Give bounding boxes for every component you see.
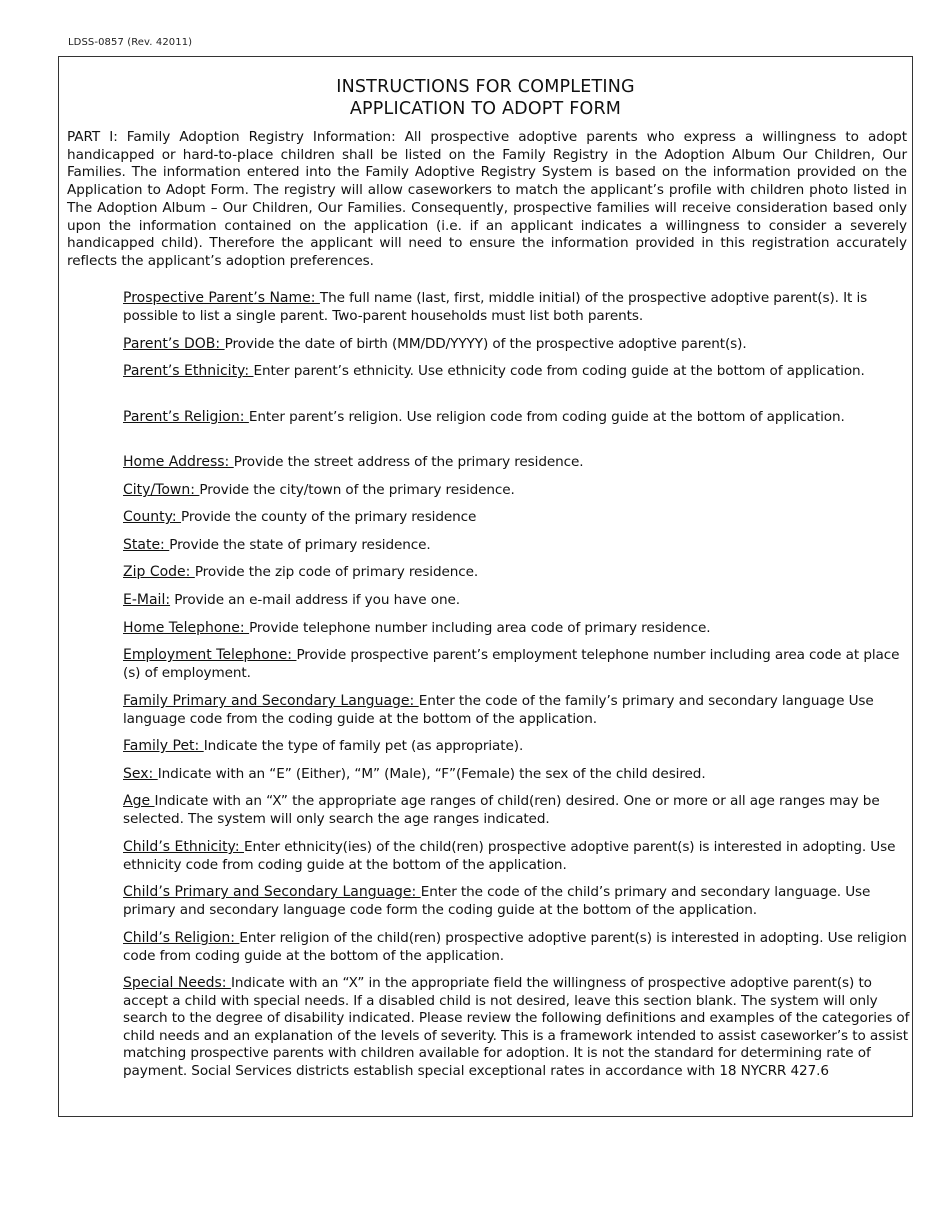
item-text: Enter ethnicity(ies) of the child(ren) prospective adoptive parent(s) is interested in adopting. Use ethnicity code from coding guide at the bottom of the application. [123,839,896,873]
page-title-line1: INSTRUCTIONS FOR COMPLETING [336,77,635,97]
item-label: Home Address: [123,454,234,470]
item-label: City/Town: [123,482,200,498]
item-text: Indicate with an “E” (Either), “M” (Male), “F”(Female) the sex of the child desired. [157,766,706,782]
item-state [123,537,913,555]
item-special-needs [123,975,913,1081]
item-city-town [123,482,913,500]
item-family-language [123,693,913,728]
item-label: Employment Telephone: [123,647,297,663]
item-text: The full name (last, first, middle initial) of the prospective adoptive parent(s). It is possible to list a single parent. Two-parent households must list both parents. [123,290,868,324]
item-label: Home Telephone: [123,620,250,636]
item-home-address [123,454,913,472]
item-label: Child’s Primary and Secondary Language: [123,884,421,900]
item-child-language [123,884,913,919]
item-parent-religion [123,409,913,427]
item-zip-code [123,564,913,582]
item-text: Enter parent’s ethnicity. Use ethnicity code from coding guide at the bottom of application. [253,363,865,379]
item-text: Provide telephone number including area code of primary residence. [249,620,711,636]
item-text: Enter religion of the child(ren) prospective adoptive parent(s) is interested in adopting. Use religion code from coding guide at the bottom of the application. [123,930,907,964]
item-home-telephone [123,620,913,638]
item-sex [123,766,913,784]
item-label: Child’s Ethnicity: [123,839,244,855]
item-label: Zip Code: [123,564,195,580]
item-label: County: [123,509,182,525]
item-label: Parent’s DOB: [123,336,225,352]
item-text: Enter parent’s religion. Use religion code from coding guide at the bottom of application. [248,409,845,425]
part-one-intro: PART I: Family Adoption Registry Information: All prospective adoptive parents who express a willingness to adopt handicapped or hard-to-place children shall be listed on the Family Registry in the Adoption Album Our Children, Our Families. The information entered into the Family Adoptive Registry System is based on the information provided on the Application to Adopt Form. The registry will allow caseworkers to match the applicant’s profile with children photo listed in The Adoption Album – Our Children, Our Families. Consequently, prospective families will receive consideration based only upon the information contained on the application (i.e. if an applicant indicates a willingness to consider a severely handicapped child). Therefore the applicant will need to ensure the information provided in this registration accurately reflects the applicant’s adoption preferences. [67,129,907,269]
item-text: Indicate with an “X” in the appropriate field the willingness of prospective adoptive parent(s) to accept a child with special needs. If a disabled child is not desired, leave this section blank. The system will only search to the degree of disability indicated. Please review the following definitions and examples of the categories of child needs and an explanation of the levels of severity. This is a framework intended to assist caseworker’s to assist matching prospective parents with children available for adoption. It is not the standard for determining rate of payment. Social Services districts establish special exceptional rates in accordance with 18 NYCRR 427.6 [123,975,910,1079]
item-text: Provide the date of birth (MM/DD/YYYY) of the prospective adoptive parent(s). [224,336,747,352]
item-text: Provide an e-mail address if you have one. [170,592,460,608]
item-label: Family Primary and Secondary Language: [123,693,419,709]
item-county [123,509,913,527]
item-email [123,592,913,610]
item-text: Enter the code of the family’s primary and secondary language Use language code from the coding guide at the bottom of the application. [123,693,874,727]
item-child-ethnicity [123,839,913,874]
item-parent-dob [123,336,913,354]
page-title-line2: APPLICATION TO ADOPT FORM [349,99,622,119]
item-text: Provide prospective parent’s employment telephone number including area code at place (s) of employment. [123,647,900,681]
item-label: Parent’s Ethnicity: [123,363,254,379]
item-text: Indicate the type of family pet (as appropriate). [203,738,524,754]
item-label: Family Pet: [123,738,204,754]
item-label: Child’s Religion: [123,930,240,946]
item-employment-telephone [123,647,913,682]
item-label: Special Needs: [123,975,231,991]
form-id: LDSS-0857 (Rev. 42011) [68,37,193,48]
item-text: Provide the street address of the primary residence. [233,454,584,470]
item-text: Provide the city/town of the primary residence. [199,482,515,498]
instructions-frame [58,56,913,1117]
item-label: Age [123,793,155,809]
item-child-religion [123,930,913,965]
item-label: Sex: [123,766,158,782]
item-label: State: [123,537,170,553]
item-label: Prospective Parent’s Name: [123,290,320,306]
item-family-pet [123,738,913,756]
item-prospective-parent-name [123,290,913,325]
item-parent-ethnicity [123,363,913,381]
item-label: Parent’s Religion: [123,409,249,425]
item-label: E-Mail: [123,592,171,608]
item-text: Provide the state of primary residence. [169,537,431,553]
item-text: Enter the code of the child’s primary and secondary language. Use primary and secondary language code form the coding guide at the bottom of the application. [123,884,871,918]
item-text: Provide the county of the primary residence [181,509,477,525]
item-text: Provide the zip code of primary residence. [194,564,479,580]
item-age [123,793,913,828]
item-text: Indicate with an “X” the appropriate age ranges of child(ren) desired. One or more or all age ranges may be selected. The system will only search the age ranges indicated. [123,793,880,827]
